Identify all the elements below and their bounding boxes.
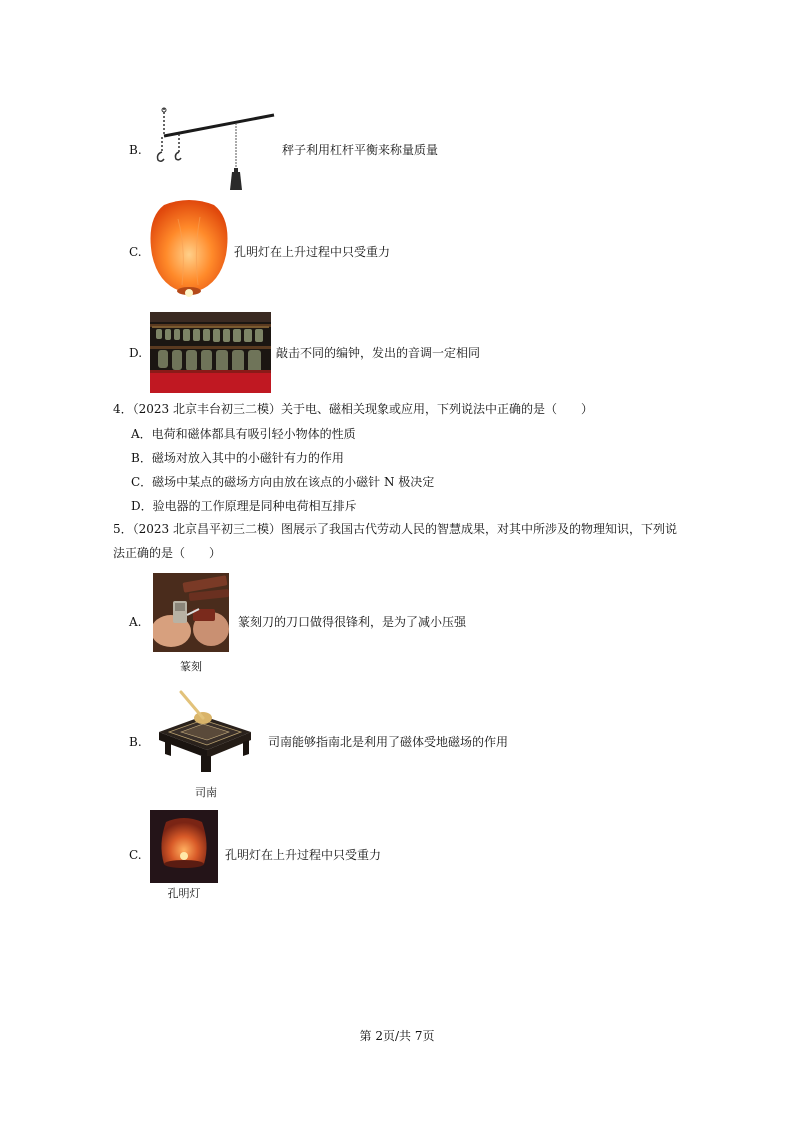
q5-option-a-caption: 篆刻 — [180, 660, 202, 673]
q4-option-a: A．电荷和磁体都具有吸引轻小物体的性质 — [131, 427, 356, 441]
chime-bells-image — [150, 312, 271, 393]
q5-option-c-text: 孔明灯在上升过程中只受重力 — [225, 848, 382, 862]
seal-carving-image — [153, 573, 229, 652]
q3-option-c-text: 孔明灯在上升过程中只受重力 — [234, 245, 391, 259]
q3-option-d-text: 敲击不同的编钟，发出的音调一定相同 — [276, 346, 481, 360]
q3-option-d-label: D. — [129, 346, 143, 360]
q5-stem-line2: 法正确的是（ ） — [113, 546, 222, 560]
q5-option-b-text: 司南能够指南北是利用了磁体受地磁场的作用 — [268, 735, 509, 749]
q3-option-c-label: C. — [129, 245, 142, 259]
q5-option-a-label: A. — [129, 615, 142, 629]
q5-stem-line1: 5．（2023 北京昌平初三二模）图展示了我国古代劳动人民的智慧成果，对其中所涉及的物理知识，下列说 — [113, 522, 677, 536]
q4-option-d: D．验电器的工作原理是同种电荷相互排斥 — [131, 499, 357, 513]
q3-option-b-label: B. — [129, 143, 142, 157]
q4-option-c: C．磁场中某点的磁场方向由放在该点的小磁针 N 极决定 — [131, 475, 435, 489]
sinan-compass-image — [151, 688, 257, 774]
q4-stem: 4．（2023 北京丰台初三二模）关于电、磁相关现象或应用，下列说法中正确的是（ ） — [113, 402, 593, 416]
q4-option-b: B．磁场对放入其中的小磁针有力的作用 — [131, 451, 344, 465]
q5-option-b-label: B. — [129, 735, 142, 749]
q5-option-c-caption: 孔明灯 — [167, 887, 201, 900]
q5-option-c-label: C. — [129, 848, 142, 862]
q3-option-b-text: 秤子利用杠杆平衡来称量质量 — [282, 143, 439, 157]
steelyard-image — [152, 106, 276, 192]
kongming-lantern-image — [150, 810, 218, 883]
sky-lantern-image — [148, 199, 230, 303]
page-number-footer: 第 2页/共 7页 — [359, 1029, 435, 1043]
q5-option-b-caption: 司南 — [195, 786, 217, 799]
q5-option-a-text: 篆刻刀的刀口做得很锋利，是为了减小压强 — [238, 615, 467, 629]
